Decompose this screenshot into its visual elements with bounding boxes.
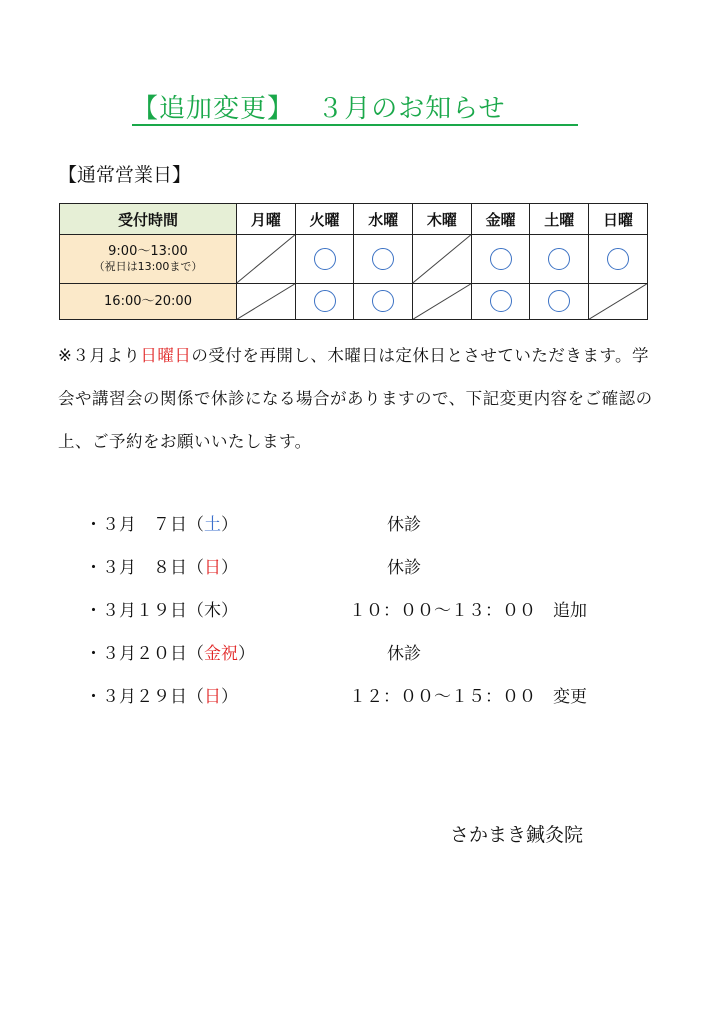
schedule-table bbox=[59, 203, 648, 320]
closed-slash-icon bbox=[589, 284, 647, 319]
list-item bbox=[85, 639, 665, 682]
weekday: 日 bbox=[204, 687, 221, 707]
schedule-cell bbox=[354, 283, 413, 319]
open-circle-icon bbox=[548, 248, 570, 270]
clinic-name: さかまき鍼灸院 bbox=[450, 824, 584, 846]
change-date: ・３月 ７日（土） bbox=[85, 515, 238, 535]
schedule-cell bbox=[295, 235, 354, 284]
page-title: 【追加変更】 ３月のお知らせ bbox=[132, 94, 506, 124]
open-circle-icon bbox=[372, 248, 394, 270]
change-date: ・３月２９日（日） bbox=[85, 687, 238, 707]
change-status: １０：００～１３：００ 追加 bbox=[349, 601, 587, 621]
day-header-tue: 火曜 bbox=[295, 204, 354, 235]
open-circle-icon bbox=[607, 248, 629, 270]
open-circle-icon bbox=[490, 248, 512, 270]
schedule-header-row bbox=[60, 204, 648, 235]
closed-slash-icon bbox=[237, 284, 295, 319]
schedule-cell bbox=[237, 235, 296, 284]
notice-text bbox=[58, 334, 658, 463]
change-status: 休診 bbox=[387, 558, 421, 578]
weekday: 木 bbox=[204, 601, 221, 621]
change-status: 休診 bbox=[387, 515, 421, 535]
change-date: ・３月２０日（金祝） bbox=[85, 644, 255, 664]
closed-slash-icon bbox=[413, 284, 471, 319]
schedule-cell bbox=[589, 283, 648, 319]
open-circle-icon bbox=[314, 248, 336, 270]
title-underline bbox=[132, 124, 578, 126]
reception-time-header: 受付時間 bbox=[60, 204, 237, 235]
schedule-cell bbox=[354, 235, 413, 284]
schedule-cell bbox=[413, 283, 472, 319]
list-item bbox=[85, 553, 665, 596]
day-header-thu: 木曜 bbox=[413, 204, 472, 235]
change-status: 休診 bbox=[387, 644, 421, 664]
notice-highlight: 日曜日 bbox=[140, 346, 192, 365]
change-status: １２：００～１５：００ 変更 bbox=[349, 687, 587, 707]
weekday: 金祝 bbox=[204, 644, 238, 664]
day-header-mon: 月曜 bbox=[237, 204, 296, 235]
change-date: ・３月 ８日（日） bbox=[85, 558, 238, 578]
schedule-cell bbox=[471, 283, 530, 319]
schedule-cell bbox=[471, 235, 530, 284]
list-item bbox=[85, 596, 665, 639]
time-range: 9:00～13:00 bbox=[108, 243, 188, 259]
time-label-evening bbox=[60, 283, 237, 319]
time-range: 16:00～20:00 bbox=[104, 293, 192, 309]
schedule-cell bbox=[295, 283, 354, 319]
closed-slash-icon bbox=[413, 235, 471, 283]
section-title: 【通常営業日】 bbox=[58, 164, 192, 186]
change-date: ・３月１９日（木） bbox=[85, 601, 238, 621]
schedule-row-evening bbox=[60, 283, 648, 319]
list-item bbox=[85, 510, 665, 553]
notice-suffix: の受付を再開し、木曜日は定休日とさせていただきます。学会や講習会の関係で休診になる場合がありますので、下記変更内容をご確認の上、ご予約をお願いいたします。 bbox=[58, 346, 653, 451]
open-circle-icon bbox=[372, 290, 394, 312]
open-circle-icon bbox=[548, 290, 570, 312]
schedule-cell bbox=[530, 283, 589, 319]
weekday: 土 bbox=[204, 515, 221, 535]
schedule-cell bbox=[413, 235, 472, 284]
time-label-morning bbox=[60, 235, 237, 284]
schedule-row-morning bbox=[60, 235, 648, 284]
list-item bbox=[85, 682, 665, 725]
schedule-cell bbox=[530, 235, 589, 284]
day-header-sun: 日曜 bbox=[589, 204, 648, 235]
open-circle-icon bbox=[490, 290, 512, 312]
weekday: 日 bbox=[204, 558, 221, 578]
closed-slash-icon bbox=[237, 235, 295, 283]
time-note: （祝日は13:00まで） bbox=[93, 259, 203, 273]
schedule-cell bbox=[589, 235, 648, 284]
day-header-fri: 金曜 bbox=[471, 204, 530, 235]
notice-prefix: ※３月より bbox=[58, 346, 141, 365]
day-header-wed: 水曜 bbox=[354, 204, 413, 235]
day-header-sat: 土曜 bbox=[530, 204, 589, 235]
schedule-changes-list bbox=[85, 510, 665, 725]
open-circle-icon bbox=[314, 290, 336, 312]
schedule-cell bbox=[237, 283, 296, 319]
